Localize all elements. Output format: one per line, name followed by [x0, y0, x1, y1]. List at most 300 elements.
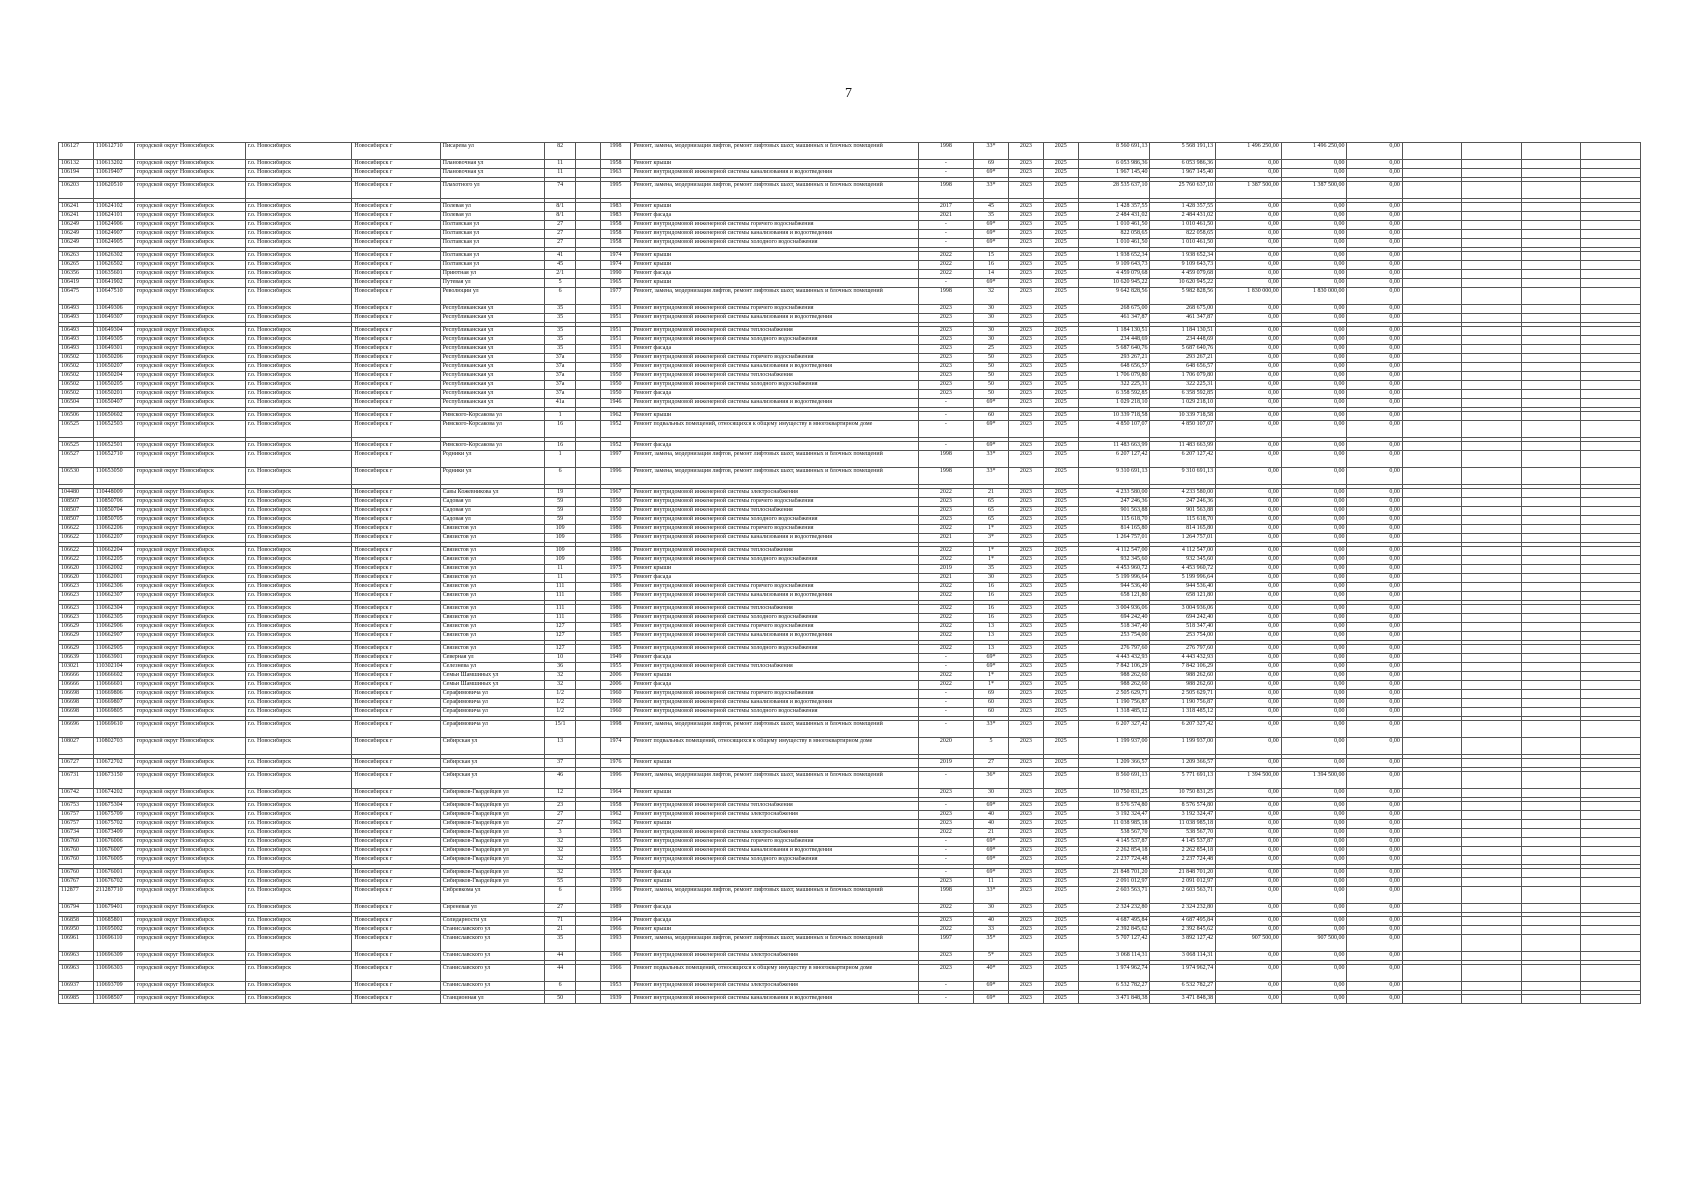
cell-plan-end-year: 2025 — [1043, 887, 1078, 904]
cell-wear-percent: 69* — [974, 421, 1009, 438]
cell-house-id: 106623 — [59, 583, 94, 592]
cell-work-type: Ремонт внутридомовой инженерной системы горячего водоснабжения — [631, 623, 918, 632]
table-row — [59, 645, 1641, 654]
cell-last-repair-year: 2023 — [918, 507, 973, 516]
cell-plan-start-year: 2023 — [1008, 390, 1043, 399]
cell-house-id: 106502 — [59, 390, 94, 399]
cell-extra-2 — [1462, 632, 1522, 641]
table-row — [59, 489, 1641, 498]
cell-work-type: Ремонт фасада — [631, 654, 918, 663]
cell-street: Сибиряков-Гвардейцев ул — [440, 820, 545, 829]
cell-street: Приютная ул — [440, 270, 545, 279]
cell-building — [576, 230, 601, 239]
cell-settlement-district: г.о. Новосибирск — [245, 498, 352, 507]
cell-plan-end-year: 2025 — [1043, 856, 1078, 865]
table-row — [59, 654, 1641, 663]
cell-year-built: 1963 — [600, 169, 631, 178]
cell-wear-percent: 35 — [974, 212, 1009, 221]
cell-owners-fund: 3 068 114,31 — [1150, 952, 1216, 961]
cell-house-number: 37а — [545, 372, 576, 381]
cell-street: Сибиряков-Гвардейцев ул — [440, 869, 545, 878]
cell-wear-percent: 21 — [974, 489, 1009, 498]
cell-building — [576, 547, 601, 556]
cell-municipality: городской округ Новосибирск — [134, 498, 245, 507]
cell-wear-percent: 30 — [974, 305, 1009, 314]
cell-year-built: 1964 — [600, 917, 631, 926]
cell-object-code: 110675702 — [93, 820, 134, 829]
cell-locality: Новосибирск г — [352, 935, 440, 952]
cell-municipality: городской округ Новосибирск — [134, 672, 245, 681]
cell-regional-budget: 0,00 — [1216, 995, 1282, 1004]
cell-municipality: городской округ Новосибирск — [134, 738, 245, 755]
cell-total-cost: 4 453 960,72 — [1078, 565, 1150, 574]
cell-settlement-district: г.о. Новосибирск — [245, 592, 352, 601]
cell-plan-end-year: 2025 — [1043, 270, 1078, 279]
cell-house-number: 35 — [545, 345, 576, 354]
cell-owners-fund: 822 058,65 — [1150, 230, 1216, 239]
cell-last-repair-year: 2021 — [918, 574, 973, 583]
cell-house-number: 41 — [545, 252, 576, 261]
cell-municipality: городской округ Новосибирск — [134, 690, 245, 699]
cell-owners-fund: 1 428 357,55 — [1150, 203, 1216, 212]
cell-object-code: 110669805 — [93, 708, 134, 717]
cell-municipality: городской округ Новосибирск — [134, 952, 245, 961]
cell-settlement-district: г.о. Новосибирск — [245, 952, 352, 961]
cell-municipality: городской округ Новосибирск — [134, 230, 245, 239]
cell-house-number: 111 — [545, 605, 576, 614]
cell-street: Сибиряков-Гвардейцев ул — [440, 847, 545, 856]
cell-street: Республиканская ул — [440, 345, 545, 354]
cell-plan-start-year: 2023 — [1008, 904, 1043, 913]
cell-house-id: 106502 — [59, 354, 94, 363]
cell-street: Плахотного ул — [440, 182, 545, 199]
cell-municipality: городской округ Новосибирск — [134, 811, 245, 820]
cell-settlement-district: г.о. Новосибирск — [245, 288, 352, 305]
cell-last-repair-year: 2023 — [918, 917, 973, 926]
cell-house-id: 106757 — [59, 811, 94, 820]
cell-street: Плановочная ул — [440, 169, 545, 178]
cell-extra-1 — [1402, 451, 1462, 468]
cell-street: Связистов ул — [440, 556, 545, 565]
cell-street: Писарева ул — [440, 143, 545, 160]
cell-work-type: Ремонт фасада — [631, 270, 918, 279]
cell-work-type: Ремонт внутридомовой инженерной системы холодного водоснабжения — [631, 614, 918, 623]
cell-object-code: 110696309 — [93, 952, 134, 961]
cell-plan-end-year: 2025 — [1043, 645, 1078, 654]
cell-extra-2 — [1462, 681, 1522, 690]
cell-settlement-district: г.о. Новосибирск — [245, 690, 352, 699]
cell-last-repair-year: 2020 — [918, 738, 973, 755]
cell-extra-2 — [1462, 305, 1522, 314]
cell-house-id: 106622 — [59, 556, 94, 565]
cell-house-id: 106963 — [59, 952, 94, 961]
cell-extra-4 — [1581, 856, 1641, 865]
cell-locality: Новосибирск г — [352, 802, 440, 811]
cell-last-repair-year: - — [918, 663, 973, 672]
cell-building — [576, 203, 601, 212]
cell-year-built: 1993 — [600, 935, 631, 952]
cell-street: Станиславского ул — [440, 926, 545, 935]
table-row — [59, 759, 1641, 768]
cell-local-budget: 0,00 — [1281, 811, 1347, 820]
cell-extra-1 — [1402, 314, 1462, 323]
cell-regional-budget: 0,00 — [1216, 498, 1282, 507]
cell-wear-percent: 33* — [974, 182, 1009, 199]
table-row — [59, 690, 1641, 699]
cell-other-sources: 0,00 — [1347, 305, 1402, 314]
cell-year-built: 1966 — [600, 952, 631, 961]
cell-municipality: городской округ Новосибирск — [134, 212, 245, 221]
cell-house-number: 27 — [545, 221, 576, 230]
cell-total-cost: 9 109 643,73 — [1078, 261, 1150, 270]
cell-wear-percent: 11 — [974, 878, 1009, 887]
cell-regional-budget: 0,00 — [1216, 556, 1282, 565]
cell-last-repair-year: 1998 — [918, 451, 973, 468]
cell-work-type: Ремонт внутридомовой инженерной системы канализования и водоотведения — [631, 699, 918, 708]
cell-object-code: 110802703 — [93, 738, 134, 755]
cell-last-repair-year: 2023 — [918, 516, 973, 525]
table-row — [59, 354, 1641, 363]
cell-locality: Новосибирск г — [352, 270, 440, 279]
cell-object-code: 110663901 — [93, 654, 134, 663]
table-row — [59, 869, 1641, 878]
cell-wear-percent: 15 — [974, 252, 1009, 261]
cell-street: Сибиряков-Гвардейцев ул — [440, 811, 545, 820]
table-row — [59, 926, 1641, 935]
cell-wear-percent: 65 — [974, 516, 1009, 525]
cell-regional-budget: 0,00 — [1216, 336, 1282, 345]
cell-municipality: городской округ Новосибирск — [134, 399, 245, 408]
cell-year-built: 1962 — [600, 811, 631, 820]
cell-locality: Новосибирск г — [352, 887, 440, 904]
cell-last-repair-year: 2021 — [918, 534, 973, 543]
cell-year-built: 1983 — [600, 212, 631, 221]
cell-year-built: 1950 — [600, 372, 631, 381]
cell-other-sources: 0,00 — [1347, 412, 1402, 421]
cell-local-budget: 0,00 — [1281, 789, 1347, 798]
cell-extra-2 — [1462, 654, 1522, 663]
cell-year-built: 1960 — [600, 699, 631, 708]
cell-building — [576, 160, 601, 169]
cell-work-type: Ремонт фасада — [631, 390, 918, 399]
cell-last-repair-year: - — [918, 230, 973, 239]
cell-building — [576, 820, 601, 829]
cell-plan-end-year: 2025 — [1043, 169, 1078, 178]
cell-house-number: 82 — [545, 143, 576, 160]
cell-extra-3 — [1521, 802, 1581, 811]
cell-local-budget: 0,00 — [1281, 221, 1347, 230]
cell-last-repair-year: - — [918, 421, 973, 438]
cell-settlement-district: г.о. Новосибирск — [245, 279, 352, 288]
cell-building — [576, 672, 601, 681]
cell-extra-2 — [1462, 160, 1522, 169]
cell-wear-percent: 30 — [974, 574, 1009, 583]
cell-plan-end-year: 2025 — [1043, 239, 1078, 248]
cell-object-code: 110624101 — [93, 212, 134, 221]
cell-extra-2 — [1462, 878, 1522, 887]
cell-municipality: городской округ Новосибирск — [134, 534, 245, 543]
cell-extra-4 — [1581, 847, 1641, 856]
cell-object-code: 110675304 — [93, 802, 134, 811]
cell-house-id: 106698 — [59, 690, 94, 699]
cell-total-cost: 538 567,70 — [1078, 829, 1150, 838]
cell-extra-2 — [1462, 507, 1522, 516]
cell-extra-2 — [1462, 789, 1522, 798]
cell-extra-3 — [1521, 759, 1581, 768]
cell-plan-end-year: 2025 — [1043, 699, 1078, 708]
cell-extra-2 — [1462, 345, 1522, 354]
cell-municipality: городской округ Новосибирск — [134, 982, 245, 991]
table-row — [59, 182, 1641, 199]
cell-settlement-district: г.о. Новосибирск — [245, 982, 352, 991]
cell-year-built: 1986 — [600, 547, 631, 556]
cell-house-number: 44 — [545, 965, 576, 982]
cell-wear-percent: 35 — [974, 565, 1009, 574]
cell-total-cost: 4 459 079,68 — [1078, 270, 1150, 279]
cell-extra-1 — [1402, 632, 1462, 641]
cell-other-sources: 0,00 — [1347, 829, 1402, 838]
cell-total-cost: 11 038 985,18 — [1078, 820, 1150, 829]
cell-regional-budget: 0,00 — [1216, 982, 1282, 991]
cell-total-cost: 658 121,80 — [1078, 592, 1150, 601]
cell-local-budget: 0,00 — [1281, 926, 1347, 935]
cell-owners-fund: 11 038 985,18 — [1150, 820, 1216, 829]
cell-plan-end-year: 2025 — [1043, 363, 1078, 372]
cell-extra-2 — [1462, 143, 1522, 160]
cell-last-repair-year: 2022 — [918, 252, 973, 261]
cell-extra-4 — [1581, 663, 1641, 672]
table-row — [59, 143, 1641, 160]
cell-locality: Новосибирск г — [352, 345, 440, 354]
table-row — [59, 982, 1641, 991]
cell-object-code: 110662304 — [93, 605, 134, 614]
cell-total-cost: 1 184 130,51 — [1078, 327, 1150, 336]
cell-wear-percent: 33* — [974, 468, 1009, 485]
cell-last-repair-year: 2023 — [918, 363, 973, 372]
cell-object-code: 110635601 — [93, 270, 134, 279]
cell-other-sources: 0,00 — [1347, 820, 1402, 829]
cell-extra-4 — [1581, 811, 1641, 820]
cell-plan-start-year: 2023 — [1008, 952, 1043, 961]
cell-house-id: 106530 — [59, 468, 94, 485]
cell-locality: Новосибирск г — [352, 516, 440, 525]
cell-wear-percent: 69* — [974, 169, 1009, 178]
cell-year-built: 1950 — [600, 354, 631, 363]
cell-house-number: 35 — [545, 327, 576, 336]
cell-year-built: 1958 — [600, 230, 631, 239]
cell-house-number: 16 — [545, 421, 576, 438]
cell-local-budget: 0,00 — [1281, 363, 1347, 372]
cell-settlement-district: г.о. Новосибирск — [245, 904, 352, 913]
cell-settlement-district: г.о. Новосибирск — [245, 305, 352, 314]
table-row — [59, 887, 1641, 904]
cell-street: Станиславского ул — [440, 982, 545, 991]
cell-house-id: 106734 — [59, 829, 94, 838]
cell-last-repair-year: 2022 — [918, 605, 973, 614]
cell-total-cost: 2 603 563,71 — [1078, 887, 1150, 904]
cell-municipality: городской округ Новосибирск — [134, 904, 245, 913]
cell-wear-percent: 65 — [974, 498, 1009, 507]
cell-extra-2 — [1462, 212, 1522, 221]
cell-house-number: 35 — [545, 935, 576, 952]
cell-street: Сибиряков-Гвардейцев ул — [440, 829, 545, 838]
cell-other-sources: 0,00 — [1347, 399, 1402, 408]
cell-object-code: 110669610 — [93, 721, 134, 738]
cell-locality: Новосибирск г — [352, 261, 440, 270]
cell-street: Полевая ул — [440, 203, 545, 212]
cell-extra-4 — [1581, 239, 1641, 248]
cell-street: Садовая ул — [440, 498, 545, 507]
cell-extra-4 — [1581, 904, 1641, 913]
cell-regional-budget: 0,00 — [1216, 690, 1282, 699]
cell-owners-fund: 8 576 574,80 — [1150, 802, 1216, 811]
cell-year-built: 1997 — [600, 451, 631, 468]
cell-wear-percent: 30 — [974, 904, 1009, 913]
cell-plan-start-year: 2023 — [1008, 789, 1043, 798]
cell-other-sources: 0,00 — [1347, 261, 1402, 270]
cell-extra-1 — [1402, 507, 1462, 516]
cell-total-cost: 115 618,70 — [1078, 516, 1150, 525]
cell-plan-end-year: 2025 — [1043, 399, 1078, 408]
cell-object-code: 110696110 — [93, 935, 134, 952]
cell-work-type: Ремонт внутридомовой инженерной системы горячего водоснабжения — [631, 838, 918, 847]
cell-extra-3 — [1521, 820, 1581, 829]
cell-object-code: 110649304 — [93, 327, 134, 336]
cell-owners-fund: 4 112 547,00 — [1150, 547, 1216, 556]
cell-locality: Новосибирск г — [352, 904, 440, 913]
cell-house-number: 46 — [545, 772, 576, 789]
cell-settlement-district: г.о. Новосибирск — [245, 547, 352, 556]
cell-extra-1 — [1402, 811, 1462, 820]
cell-owners-fund: 1 318 485,12 — [1150, 708, 1216, 717]
cell-settlement-district: г.о. Новосибирск — [245, 574, 352, 583]
cell-year-built: 1962 — [600, 820, 631, 829]
cell-object-code: 110673409 — [93, 829, 134, 838]
cell-object-code: 110662206 — [93, 525, 134, 534]
cell-municipality: городской округ Новосибирск — [134, 623, 245, 632]
cell-local-budget: 0,00 — [1281, 314, 1347, 323]
cell-building — [576, 516, 601, 525]
cell-house-id: 106629 — [59, 623, 94, 632]
cell-regional-budget: 0,00 — [1216, 759, 1282, 768]
cell-wear-percent: 33* — [974, 143, 1009, 160]
cell-extra-4 — [1581, 489, 1641, 498]
cell-plan-start-year: 2023 — [1008, 935, 1043, 952]
cell-locality: Новосибирск г — [352, 926, 440, 935]
table-row — [59, 574, 1641, 583]
cell-building — [576, 995, 601, 1004]
cell-object-code: 110698507 — [93, 995, 134, 1004]
cell-wear-percent: 50 — [974, 372, 1009, 381]
table-row — [59, 605, 1641, 614]
cell-plan-end-year: 2025 — [1043, 547, 1078, 556]
cell-house-id: 108507 — [59, 507, 94, 516]
table-row — [59, 738, 1641, 755]
cell-house-number: 16 — [545, 442, 576, 451]
cell-house-number: 45 — [545, 261, 576, 270]
cell-extra-3 — [1521, 632, 1581, 641]
cell-plan-end-year: 2025 — [1043, 759, 1078, 768]
table-row — [59, 381, 1641, 390]
cell-work-type: Ремонт крыши — [631, 160, 918, 169]
cell-extra-4 — [1581, 926, 1641, 935]
cell-plan-start-year: 2023 — [1008, 412, 1043, 421]
cell-work-type: Ремонт фасада — [631, 904, 918, 913]
table-row — [59, 811, 1641, 820]
cell-extra-1 — [1402, 681, 1462, 690]
cell-house-number: 37а — [545, 363, 576, 372]
cell-year-built: 1950 — [600, 381, 631, 390]
cell-owners-fund: 2 484 431,02 — [1150, 212, 1216, 221]
cell-object-code: 110626302 — [93, 252, 134, 261]
cell-other-sources: 0,00 — [1347, 869, 1402, 878]
cell-street: Плановочная ул — [440, 160, 545, 169]
cell-extra-4 — [1581, 721, 1641, 738]
cell-locality: Новосибирск г — [352, 399, 440, 408]
cell-settlement-district: г.о. Новосибирск — [245, 829, 352, 838]
cell-extra-3 — [1521, 442, 1581, 451]
cell-owners-fund: 1 209 366,57 — [1150, 759, 1216, 768]
cell-wear-percent: 3* — [974, 534, 1009, 543]
cell-extra-1 — [1402, 252, 1462, 261]
cell-owners-fund: 4 850 107,07 — [1150, 421, 1216, 438]
cell-extra-2 — [1462, 279, 1522, 288]
cell-street: Сибиряков-Гвардейцев ул — [440, 789, 545, 798]
cell-wear-percent: 69* — [974, 838, 1009, 847]
cell-other-sources: 0,00 — [1347, 982, 1402, 991]
cell-building — [576, 856, 601, 865]
cell-building — [576, 252, 601, 261]
cell-object-code: 110676007 — [93, 847, 134, 856]
cell-object-code: 110624906 — [93, 221, 134, 230]
cell-work-type: Ремонт внутридомовой инженерной системы теплоснабжения — [631, 663, 918, 672]
cell-building — [576, 838, 601, 847]
cell-plan-end-year: 2025 — [1043, 690, 1078, 699]
cell-last-repair-year: 2022 — [918, 681, 973, 690]
table-row — [59, 820, 1641, 829]
cell-building — [576, 708, 601, 717]
cell-work-type: Ремонт, замена, модернизация лифтов, ремонт лифтовых шахт, машинных и блочных помещений — [631, 887, 918, 904]
cell-extra-4 — [1581, 336, 1641, 345]
cell-building — [576, 592, 601, 601]
cell-plan-start-year: 2023 — [1008, 917, 1043, 926]
cell-extra-1 — [1402, 869, 1462, 878]
cell-plan-end-year: 2025 — [1043, 143, 1078, 160]
cell-extra-1 — [1402, 390, 1462, 399]
cell-extra-3 — [1521, 847, 1581, 856]
cell-extra-3 — [1521, 623, 1581, 632]
cell-owners-fund: 4 687 495,84 — [1150, 917, 1216, 926]
cell-year-built: 1966 — [600, 965, 631, 982]
cell-building — [576, 605, 601, 614]
cell-work-type: Ремонт крыши — [631, 672, 918, 681]
table-row — [59, 363, 1641, 372]
cell-total-cost: 3 471 848,38 — [1078, 995, 1150, 1004]
cell-settlement-district: г.о. Новосибирск — [245, 212, 352, 221]
cell-extra-2 — [1462, 904, 1522, 913]
cell-local-budget: 0,00 — [1281, 952, 1347, 961]
cell-extra-3 — [1521, 935, 1581, 952]
cell-regional-budget: 0,00 — [1216, 345, 1282, 354]
cell-extra-3 — [1521, 856, 1581, 865]
cell-extra-4 — [1581, 935, 1641, 952]
cell-extra-2 — [1462, 614, 1522, 623]
cell-municipality: городской округ Новосибирск — [134, 252, 245, 261]
cell-owners-fund: 6 207 327,42 — [1150, 721, 1216, 738]
cell-municipality: городской округ Новосибирск — [134, 654, 245, 663]
cell-plan-start-year: 2023 — [1008, 802, 1043, 811]
cell-work-type: Ремонт крыши — [631, 252, 918, 261]
